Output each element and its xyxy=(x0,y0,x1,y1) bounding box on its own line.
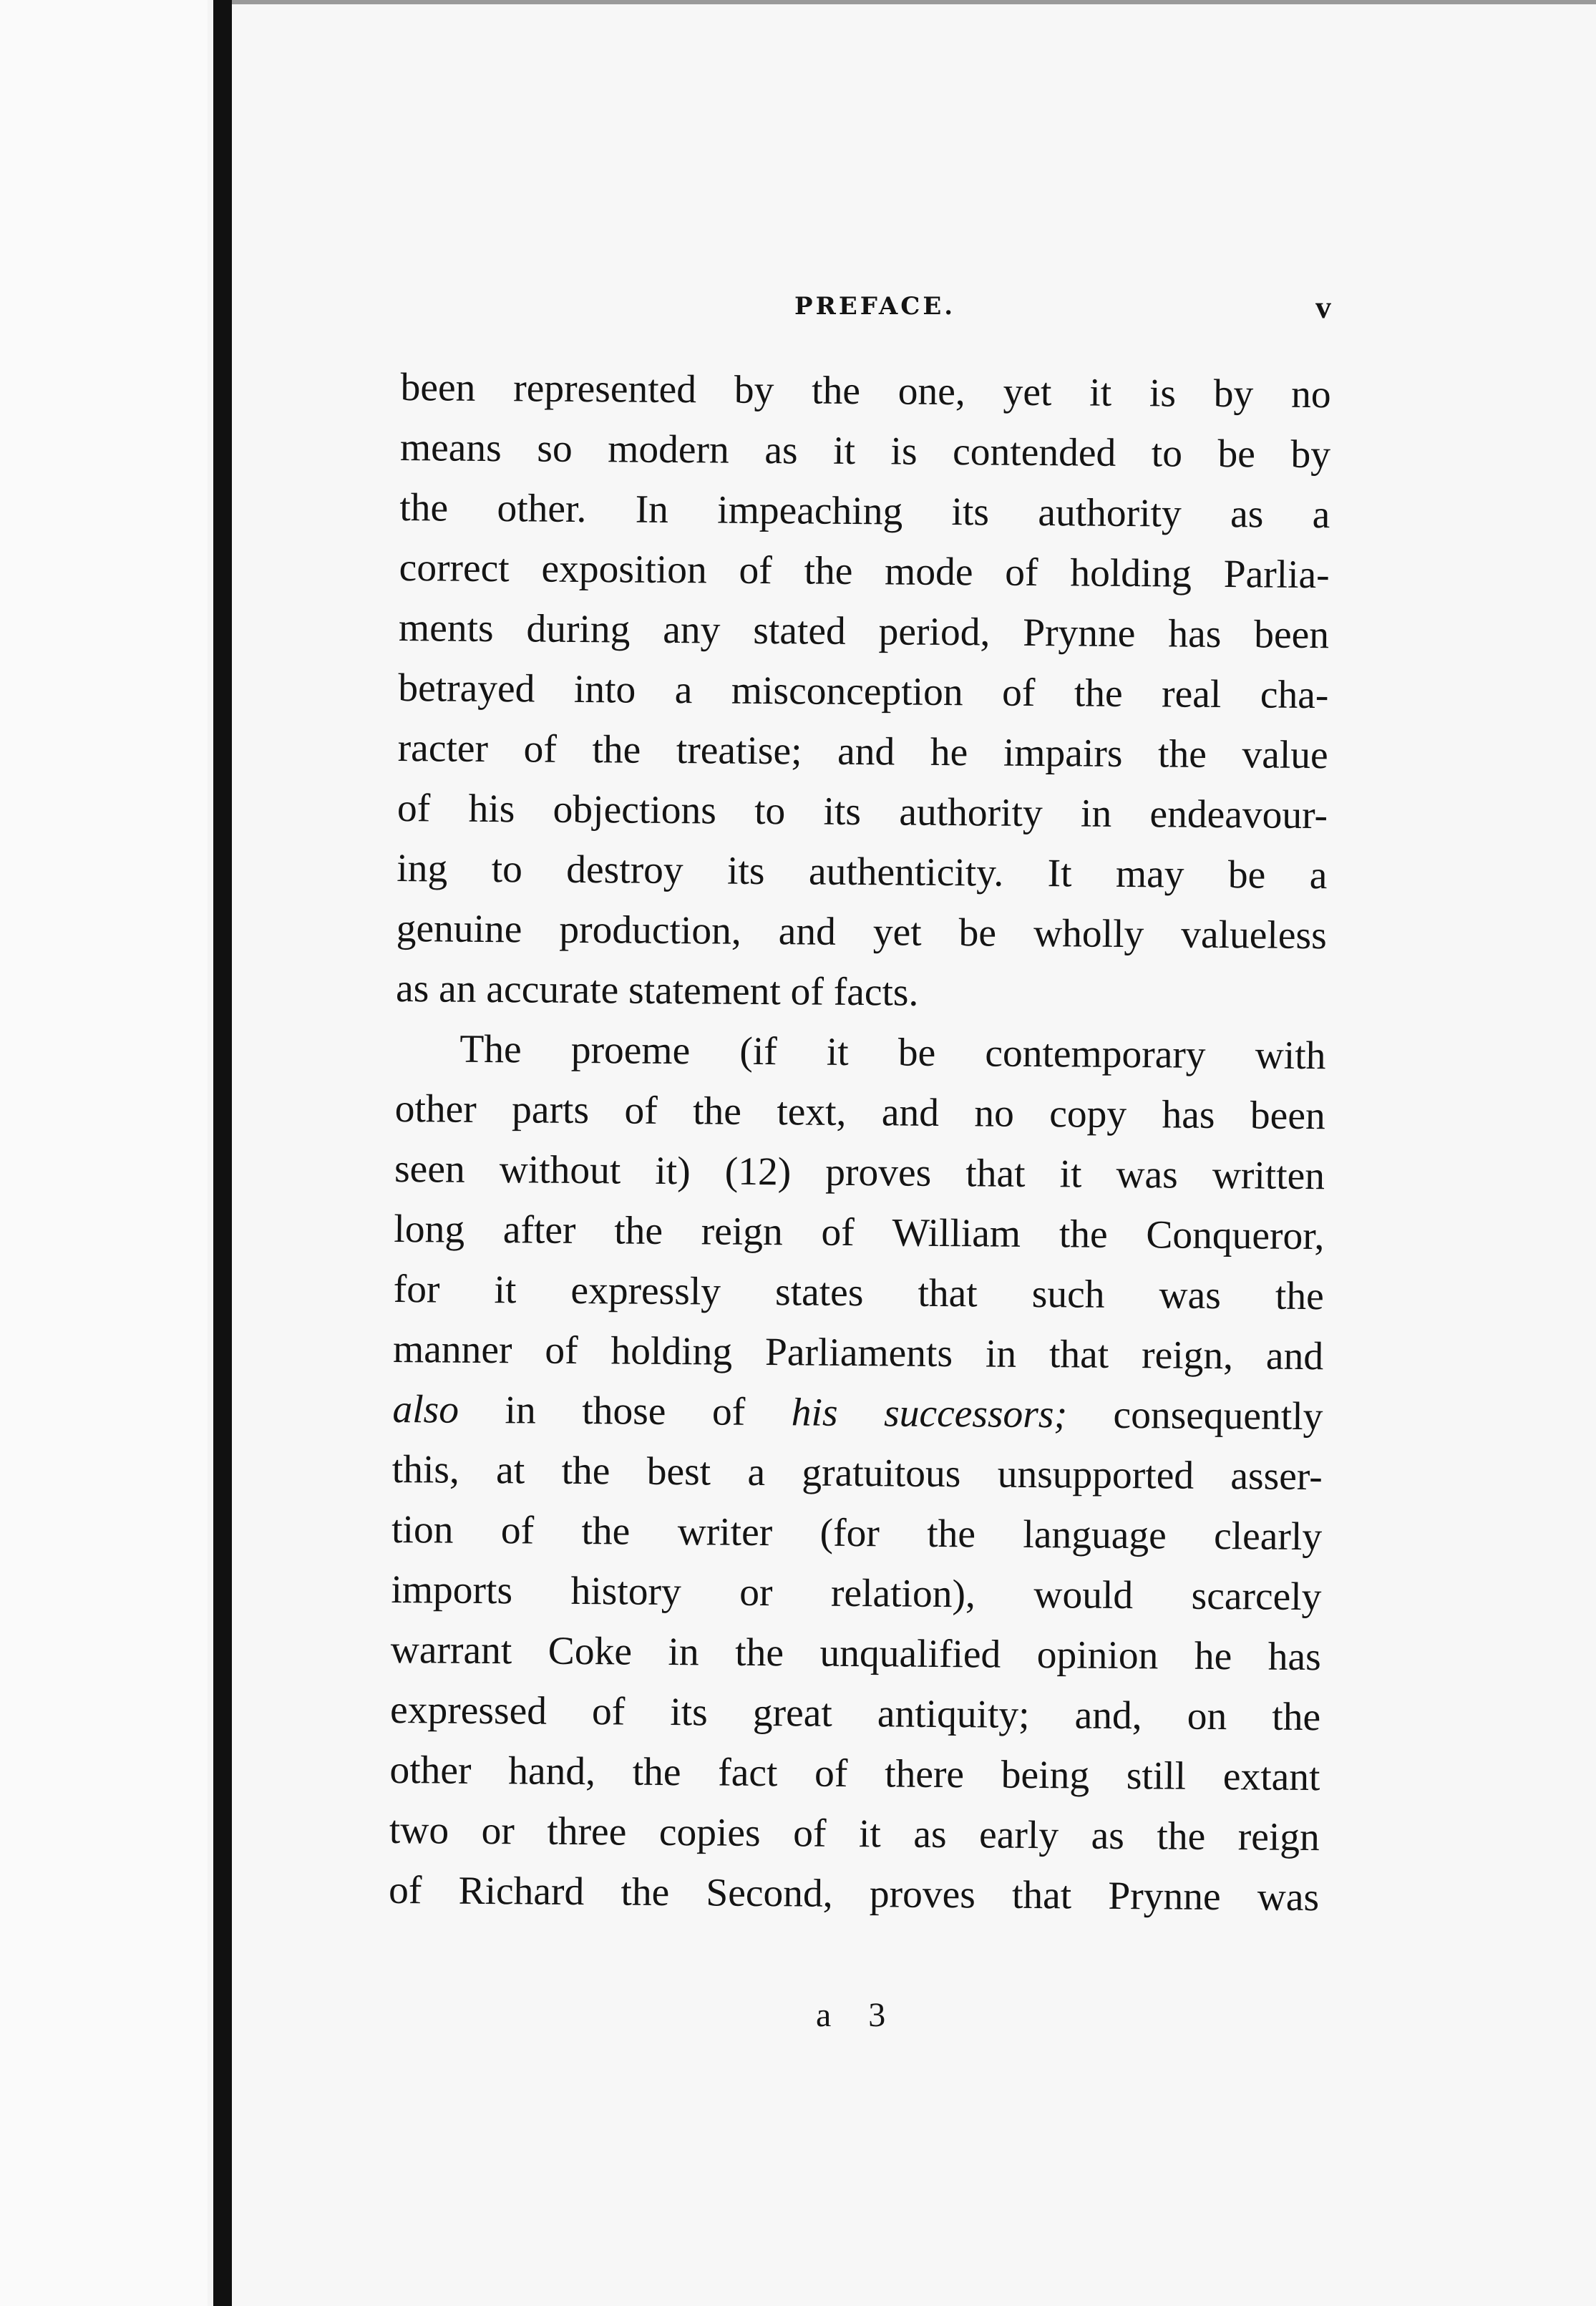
italic-text: also xyxy=(392,1387,459,1432)
text-line xyxy=(389,1861,1320,1928)
text-segment: expressed of its great antiquity; and, on the xyxy=(389,1688,1321,1740)
text-segment: long after the reign of William the Conqueror, xyxy=(394,1207,1325,1259)
text-line xyxy=(392,1380,1323,1447)
text-segment: manner of holding Parliaments in that reign, and xyxy=(392,1327,1324,1379)
text-segment: warrant Coke in the unqualified opinion he has xyxy=(390,1628,1322,1680)
text-line xyxy=(399,598,1330,666)
text-segment: in those of xyxy=(458,1388,792,1435)
text-line xyxy=(399,538,1330,605)
text-segment: ments during any stated period, Prynne has been xyxy=(398,605,1330,658)
text-line xyxy=(400,418,1331,485)
text-line xyxy=(394,1200,1325,1267)
text-line xyxy=(393,1260,1324,1327)
text-segment: betrayed into a misconception of the real cha- xyxy=(398,666,1329,718)
text-segment: been represented by the one, yet it is by no xyxy=(400,365,1331,417)
body-text xyxy=(389,358,1331,1928)
text-line xyxy=(397,719,1328,786)
text-segment: correct exposition of the mode of holding Parlia- xyxy=(399,545,1330,598)
text-segment: of Richard the Second, proves that Prynne was xyxy=(388,1868,1320,1920)
text-segment: as an accurate statement of facts. xyxy=(395,966,919,1015)
text-segment: the other. In impeaching its authority as a xyxy=(399,485,1330,537)
text-line xyxy=(397,779,1328,846)
text-segment: imports history or relation), would scarcely xyxy=(391,1567,1322,1620)
text-segment: for it expressly states that such was the xyxy=(393,1267,1324,1319)
text-segment: means so modern as it is contended to be by xyxy=(399,425,1331,477)
text-line xyxy=(390,1620,1321,1688)
text-segment: seen without it) (12) proves that it was written xyxy=(394,1147,1325,1199)
text-line xyxy=(396,899,1327,966)
page-number: v xyxy=(1315,290,1331,325)
text-segment: of his objections to its authority in endeavour- xyxy=(396,786,1328,838)
text-line xyxy=(390,1680,1321,1748)
text-line xyxy=(400,358,1331,425)
gutter-edge xyxy=(213,0,232,2306)
page-top-edge xyxy=(232,0,1596,4)
left-margin xyxy=(0,0,208,2306)
text-line xyxy=(396,839,1328,906)
text-line xyxy=(389,1801,1320,1868)
signature-mark: a 3 xyxy=(816,1996,900,2034)
text-line xyxy=(394,1079,1325,1147)
text-line xyxy=(398,658,1329,726)
text-line xyxy=(395,1019,1326,1086)
text-line xyxy=(394,1139,1325,1207)
text-line xyxy=(399,478,1330,545)
italic-text: his successors; xyxy=(791,1391,1068,1437)
text-segment: other hand, the fact of there being still extant xyxy=(389,1748,1320,1800)
text-segment: ing to destroy its authenticity. It may be a xyxy=(396,846,1328,898)
text-segment: tion of the writer (for the language clearly xyxy=(391,1507,1323,1560)
text-segment: racter of the treatise; and he impairs the value xyxy=(397,726,1328,778)
text-segment: genuine production, and yet be wholly valueless xyxy=(396,906,1327,958)
text-line xyxy=(389,1741,1320,1808)
running-head-title: PREFACE. xyxy=(794,292,956,321)
text-segment: two or three copies of it as early as the reign xyxy=(389,1808,1320,1860)
text-segment: The proeme (if it be contemporary with xyxy=(459,1027,1326,1079)
text-line xyxy=(391,1560,1322,1628)
running-head xyxy=(422,292,1331,328)
text-line xyxy=(393,1320,1324,1387)
text-segment: other parts of the text, and no copy has been xyxy=(394,1086,1325,1139)
text-segment: consequently xyxy=(1066,1393,1323,1439)
text-line xyxy=(391,1440,1323,1507)
text-line xyxy=(396,959,1327,1026)
text-line xyxy=(391,1500,1323,1567)
text-segment: this, at the best a gratuitous unsupported asser- xyxy=(391,1447,1323,1499)
